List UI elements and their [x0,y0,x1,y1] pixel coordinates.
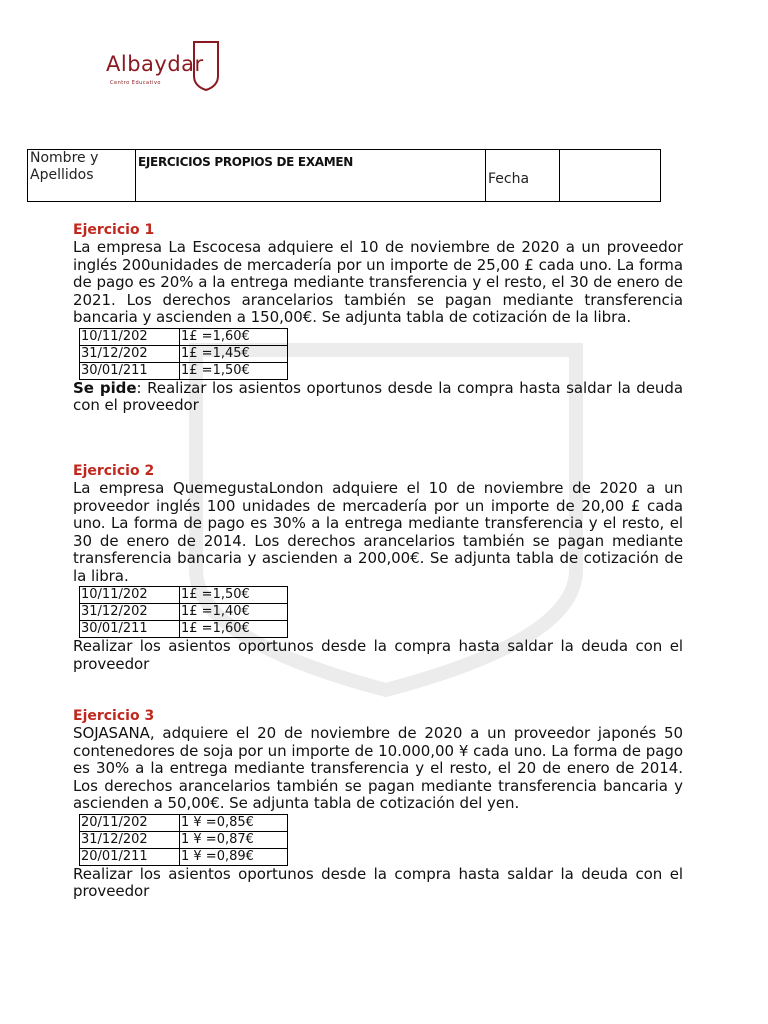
rate-value: 1£ =1,45€ [180,345,288,362]
exercise-title: Ejercicio 3 [73,708,155,724]
task-prefix: Se pide [73,378,137,397]
rate-date: 10/11/202 [80,328,180,345]
rate-value: 1£ =1,60€ [180,328,288,345]
table-row [80,848,288,865]
exam-title: EJERCICIOS PROPIOS DE EXAMEN [138,155,354,169]
rate-value: 1£ =1,40€ [180,604,288,621]
exercise-statement: La empresa La Escocesa adquiere el 10 de noviembre de 2020 a un proveedor inglés 200unidades de mercadería por un importe de 25,00 £ cada uno. La forma de pago es 20% a la entrega mediante transferencia y el resto, el 30 de enero de 2021. Los derechos arancelarios también se pagan mediante transferencia bancaria y ascienden a 150,00€. Se adjunta tabla de cotización de la libra. [73,238,683,326]
rate-value: 1 ¥ =0,89€ [180,848,288,865]
exercise-task: Realizar los asientos oportunos desde la compra hasta saldar la deuda con el proveedor [73,864,683,900]
table-row [80,621,288,638]
exercise-3 [73,708,683,901]
title-cell [136,150,486,201]
exercise-1 [73,222,683,415]
table-row [80,345,288,362]
table-row [80,814,288,831]
exercise-2 [73,463,683,673]
rate-date: 31/12/202 [80,345,180,362]
table-row [80,604,288,621]
date-value-cell[interactable] [560,150,660,201]
rate-value: 1£ =1,50€ [180,362,288,379]
table-row [80,362,288,379]
rate-date: 10/11/202 [80,587,180,604]
exercise-task: Realizar los asientos oportunos desde la compra hasta saldar la deuda con el proveedor [73,637,683,673]
logo-shield-icon [192,40,220,92]
rate-date: 31/12/202 [80,604,180,621]
name-cell [28,150,136,201]
rate-date: 30/01/211 [80,621,180,638]
exchange-rate-table [79,814,288,866]
rate-value: 1 ¥ =0,85€ [180,814,288,831]
exchange-rate-table [79,586,288,638]
exchange-rate-table [79,328,288,380]
rate-value: 1 ¥ =0,87€ [180,831,288,848]
rate-value: 1£ =1,50€ [180,587,288,604]
rate-date: 31/12/202 [80,831,180,848]
rate-date: 30/01/211 [80,362,180,379]
exercise-statement: La empresa QuemegustaLondon adquiere el 10 de noviembre de 2020 a un proveedor inglés 100 unidades de mercadería por un importe de 20,00 £ cada uno. La forma de pago es 30% a la entrega mediante transferencia y el resto, el 30 de enero de 2014. Los derechos arancelarios también se pagan mediante transferencia bancaria y ascienden a 200,00€. Se adjunta tabla de cotización de la libra. [73,479,683,585]
date-label-cell [486,150,560,201]
logo-name: Albaydar [106,52,204,76]
table-row [80,831,288,848]
exercise-task [73,380,683,415]
rate-date: 20/11/202 [80,814,180,831]
exercise-title: Ejercicio 1 [73,222,155,238]
exercise-statement: SOJASANA, adquiere el 20 de noviembre de 2020 a un proveedor japonés 50 contenedores de soja por un importe de 10.000,00 ¥ cada uno. La forma de pago es 30% a la entrega mediante transferencia y el resto, el 20 de enero de 2014. Los derechos arancelarios también se pagan mediante transferencia bancaria y ascienden a 50,00€. Se adjunta tabla de cotización del yen. [73,724,683,812]
exercise-title: Ejercicio 2 [73,463,155,479]
logo [106,40,226,98]
rate-date: 20/01/211 [80,848,180,865]
rate-value: 1£ =1,60€ [180,621,288,638]
table-row [80,328,288,345]
logo-subtitle: Centro Educativo [110,80,161,86]
table-row [80,587,288,604]
name-label: Nombre y Apellidos [30,150,99,183]
date-label: Fecha [488,171,530,187]
task-text: : Realizar los asientos oportunos desde la compra hasta saldar la deuda con el proveedor [73,378,684,414]
header-table [27,149,661,202]
